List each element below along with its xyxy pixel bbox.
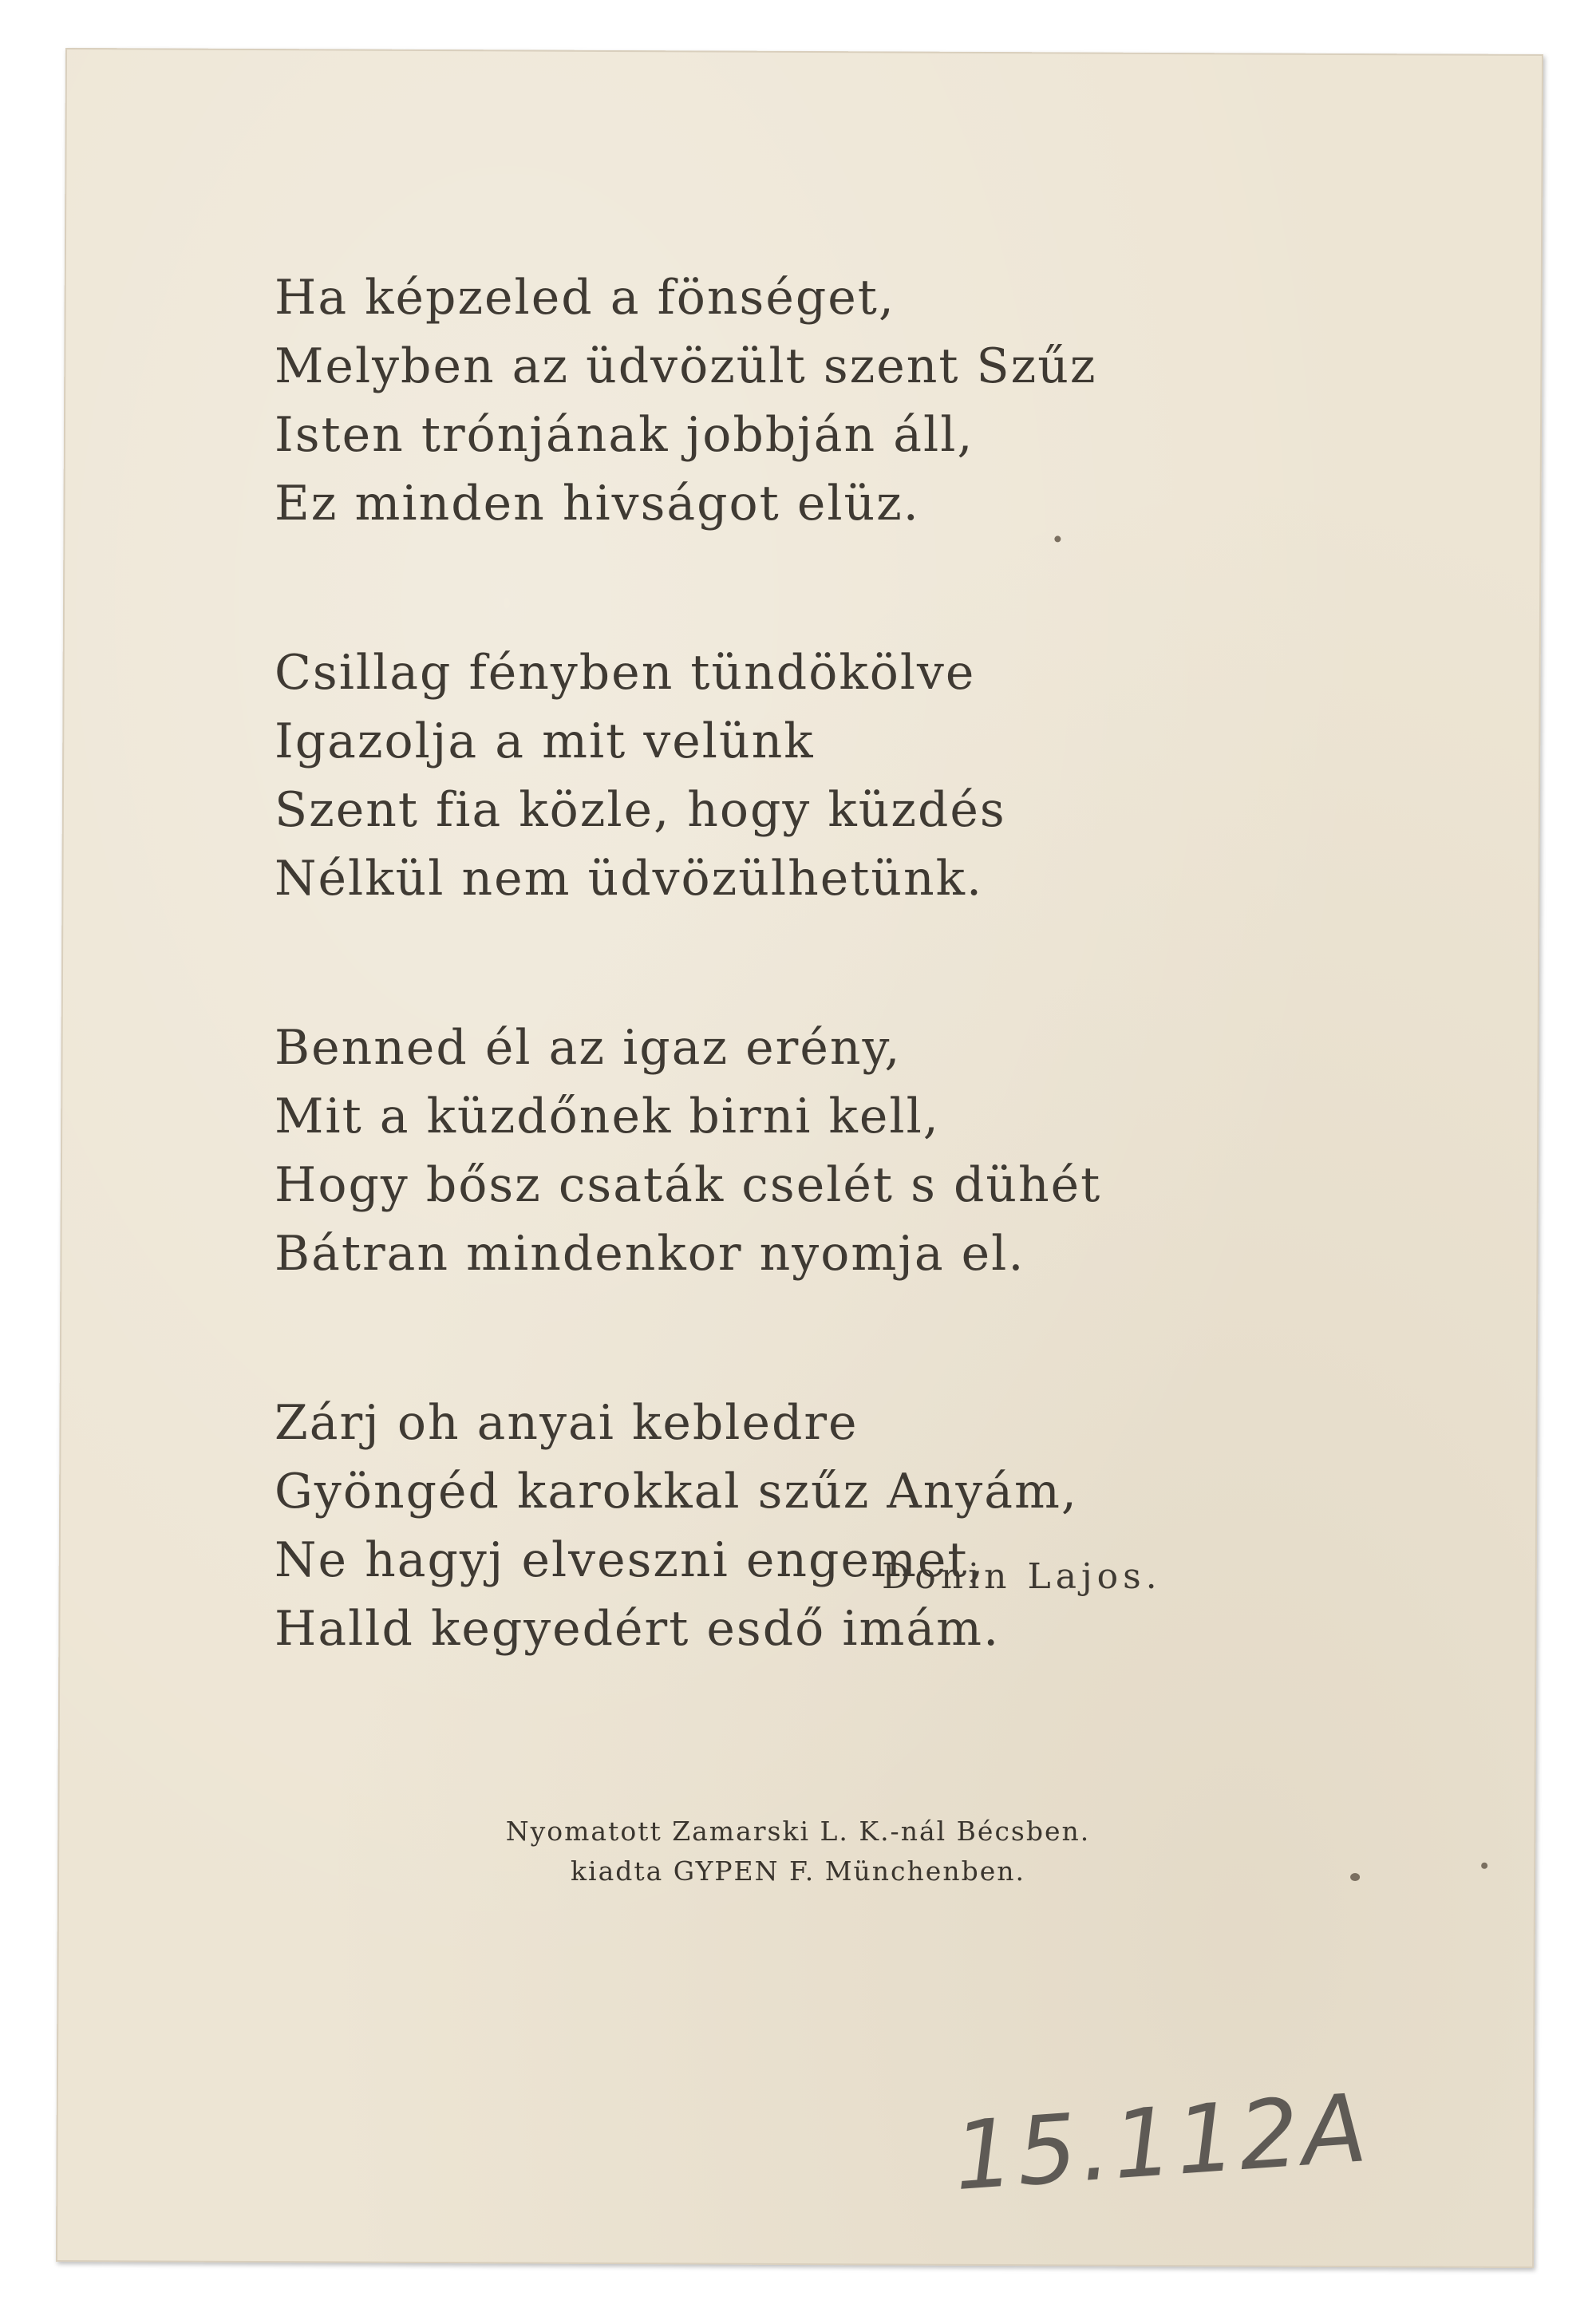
poem-line: Igazolja a mit velünk: [275, 713, 815, 769]
poem-line: Ne hagyj elveszni engemet,: [275, 1532, 986, 1588]
archive-number: 15.112A: [950, 2072, 1373, 2212]
poem-line: Ez minden hivságot elüz.: [275, 476, 920, 532]
poem-line: Szent fia közle, hogy küzdés: [275, 782, 1006, 838]
stanza-3: [275, 1014, 1312, 1288]
poem-line: Bátran mindenkor nyomja el.: [275, 1226, 1025, 1282]
poem-line: Halld kegyedért esdő imám.: [275, 1601, 1001, 1657]
ink-speck: [1350, 1873, 1360, 1881]
poem-line: Zárj oh anyai kebledre: [275, 1395, 859, 1451]
poem: [275, 263, 1312, 1764]
stanza-4: [275, 1389, 1312, 1663]
poem-line: Nélkül nem üdvözülhetünk.: [275, 851, 984, 907]
poem-line: Hogy bősz csaták cselét s dühét: [275, 1157, 1102, 1213]
poem-line: Csillag fényben tündökölve: [275, 645, 976, 701]
poem-line: Benned él az igaz erény,: [275, 1020, 902, 1076]
stanza-1: [275, 263, 1312, 538]
stanza-2: [275, 638, 1312, 913]
imprint-printer-line: Nyomatott Zamarski L. K.-nál Bécsben.: [505, 1816, 1091, 1847]
poem-line: Gyöngéd karokkal szűz Anyám,: [275, 1464, 1079, 1520]
poem-line: Isten trónjának jobbján áll,: [275, 407, 974, 463]
poem-line: Mit a küzdőnek birni kell,: [275, 1089, 940, 1144]
poem-line: Melyben az üdvözült szent Szűz: [275, 338, 1097, 394]
imprint-publisher-line: kiadta GYPEN F. Münchenben.: [571, 1855, 1025, 1887]
poem-line: Ha képzeled a fönséget,: [275, 270, 895, 326]
ink-speck: [1481, 1863, 1487, 1869]
printer-imprint: [391, 1812, 1205, 1891]
author-signature: Donin Lajos.: [882, 1556, 1162, 1597]
